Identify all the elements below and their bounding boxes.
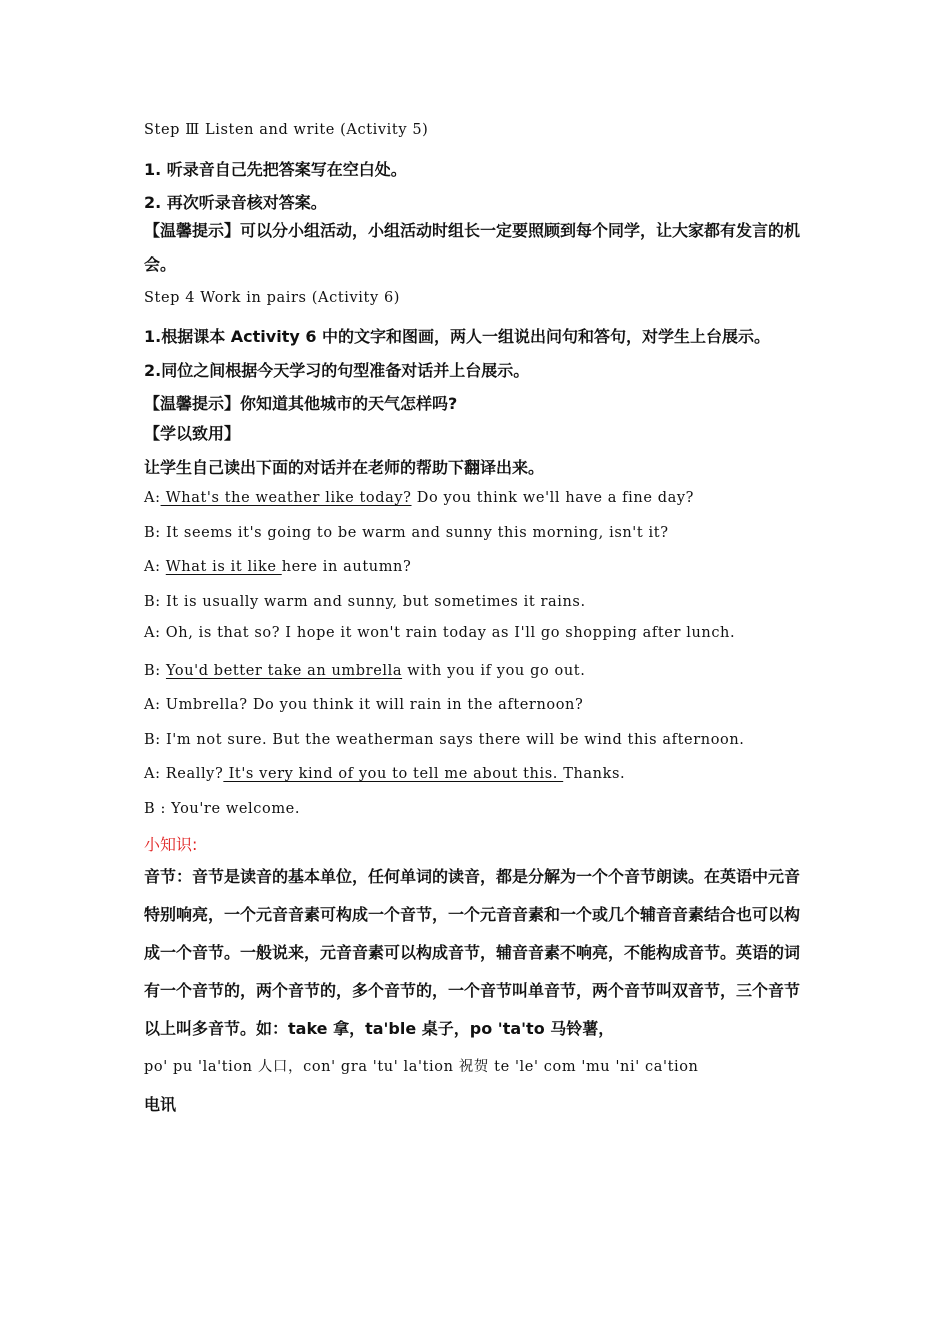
dialogue-line-3 [144,559,411,575]
dialogue-line-9 [144,766,625,782]
dialogue-line-8: B: I'm not sure. But the weatherman says there will be wind this afternoon. [144,732,745,748]
step3-tip: 【温馨提示】可以分小组活动，小组活动时组长一定要照顾到每个同学，让大家都有发言的机会。 [144,221,801,274]
step4-item-2: 2.同位之间根据今天学习的句型准备对话并上台展示。 [144,361,530,380]
underlined-phrase: What is it like [165,559,282,575]
underlined-phrase: What's the weather like today? [160,490,412,506]
line-text: here in autumn? [281,559,412,575]
step4-title: Step 4 Work in pairs (Activity 6) [144,290,401,306]
speaker-a: A: Really? [144,766,224,782]
underlined-phrase: It's very kind of you to tell me about this. [223,766,564,782]
step3-title: Step Ⅲ Listen and write (Activity 5) [144,122,429,138]
underlined-phrase: You'd better take an umbrella [165,663,403,679]
line-text: Thanks. [563,766,626,782]
step3-item-2: 2. 再次听录音核对答案。 [144,193,327,212]
knowledge-heading: 小知识: [144,835,198,854]
dialogue-line-6 [144,663,585,679]
dialogue-line-2: B: It seems it's going to be warm and sunny this morning, isn't it? [144,525,669,541]
knowledge-last-line: 电讯 [144,1095,177,1114]
speaker-a: A: [144,490,161,506]
apply-instruction: 让学生自己读出下面的对话并在老师的帮助下翻译出来。 [144,458,545,477]
speaker-a: A: [144,559,166,575]
step4-tip: 【温馨提示】你知道其他城市的天气怎样吗? [144,394,458,413]
dialogue-line-7: A: Umbrella? Do you think it will rain in the afternoon? [144,697,584,713]
speaker-b: B: [144,663,166,679]
step3-item-1: 1. 听录音自己先把答案写在空白处。 [144,160,407,179]
knowledge-paragraph: 音节：音节是读音的基本单位，任何单词的读音，都是分解为一个个音节朗读。在英语中元音特别响亮，一个元音音素可构成一个音节，一个元音音素和一个或几个辅音音素结合也可以构成一个音节。一般说来，元音音素可以构成音节，辅音音素不响亮，不能构成音节。英语的词有一个音节的，两个音节的，多个音节的，一个音节叫单音节，两个音节叫双音节，三个音节以上叫多音节。如：take 拿，ta'ble 桌子，po 'ta'to 马铃薯， [144,867,801,1038]
dialogue-line-5: A: Oh, is that so? I hope it won't rain today as I'll go shopping after lunch. [144,625,736,641]
line-text: Do you think we'll have a fine day? [411,490,695,506]
dialogue-line-1 [144,490,694,506]
knowledge-examples: po' pu 'la'tion 人口，con' gra 'tu' la'tion 祝贺 te 'le' com 'mu 'ni' ca'tion [144,1059,699,1075]
line-text: with you if you go out. [402,663,586,679]
dialogue-line-4: B: It is usually warm and sunny, but sometimes it rains. [144,594,586,610]
apply-heading: 【学以致用】 [144,424,241,443]
dialogue-line-10: B : You're welcome. [144,801,301,817]
step4-item-1: 1.根据课本 Activity 6 中的文字和图画，两人一组说出问句和答句，对学生上台展示。 [144,327,771,346]
